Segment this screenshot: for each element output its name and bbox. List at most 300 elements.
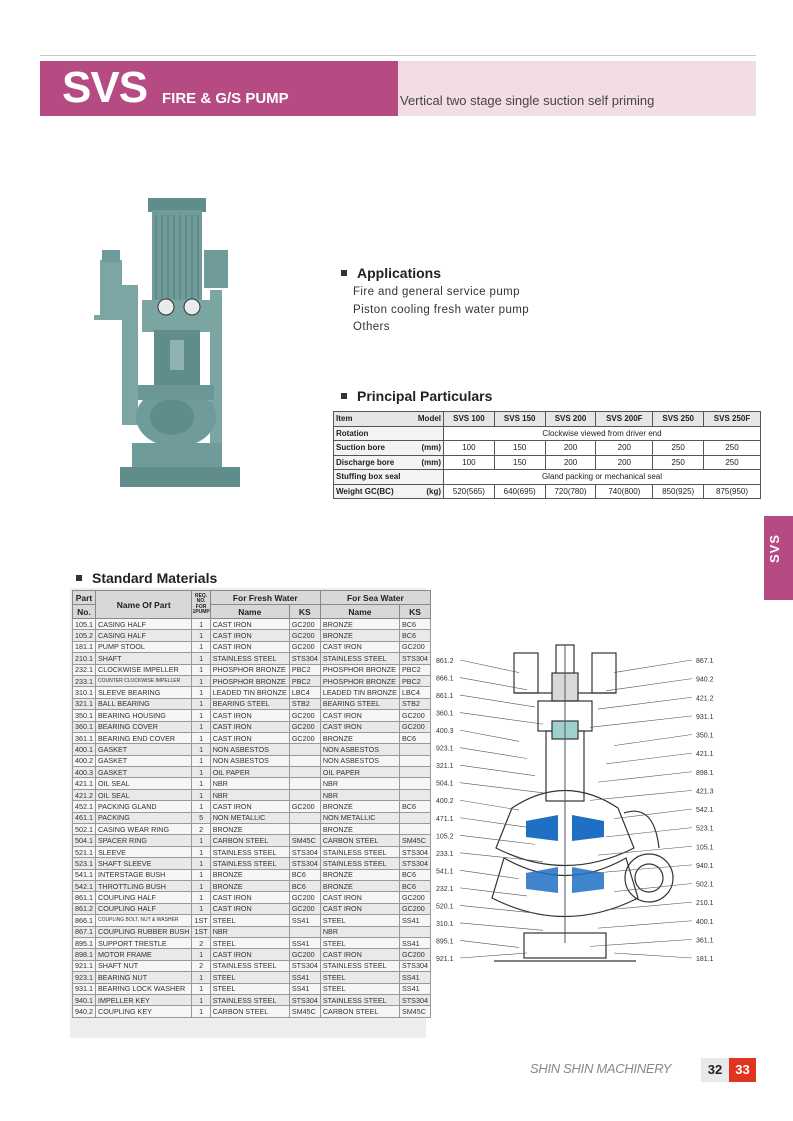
bullet-square-icon <box>76 575 82 581</box>
table-cell: STS304 <box>399 846 430 857</box>
table-cell <box>399 767 430 778</box>
table-cell: 1 <box>192 664 210 675</box>
leader-line <box>590 716 692 727</box>
table-cell: STAINLESS STEEL <box>210 653 289 664</box>
table-cell: STAINLESS STEEL <box>320 960 399 971</box>
table-cell: INTERSTAGE BUSH <box>96 869 192 880</box>
table-cell: STAINLESS STEEL <box>210 994 289 1005</box>
table-cell: PHOSPHOR BRONZE <box>320 664 399 675</box>
part-callout-label: 361.1 <box>696 937 714 945</box>
table-cell: BEARING STEEL <box>210 698 289 709</box>
table-cell: GASKET <box>96 767 192 778</box>
leader-line <box>598 697 692 709</box>
part-callout-label: 105.2 <box>436 833 454 841</box>
materials-body <box>73 619 431 1018</box>
model-header: SVS 200 <box>545 412 596 427</box>
table-cell: GC200 <box>289 641 320 652</box>
table-cell: 452.1 <box>73 801 96 812</box>
table-cell: NON ASBESTOS <box>320 744 399 755</box>
table-row <box>73 846 431 857</box>
table-cell: BEARING STEEL <box>320 698 399 709</box>
table-cell: COUPLING BOLT, NUT & WASHER <box>96 915 192 926</box>
application-item: Fire and general service pump <box>353 286 520 298</box>
table-cell: 866.1 <box>73 915 96 926</box>
table-cell: NON ASBESTOS <box>210 755 289 766</box>
table-cell: 461.1 <box>73 812 96 823</box>
part-callout-label: 931.1 <box>696 713 714 721</box>
header-title-block <box>40 61 398 116</box>
table-cell: 940.1 <box>73 994 96 1005</box>
table-cell: 861.2 <box>73 903 96 914</box>
table-cell: STEEL <box>320 972 399 983</box>
table-cell: STS304 <box>289 858 320 869</box>
table-cell: 1 <box>192 972 210 983</box>
table-cell: STS304 <box>399 858 430 869</box>
part-callout-label: 421.1 <box>696 751 714 759</box>
page-header <box>40 61 756 116</box>
table-cell: GC200 <box>289 619 320 630</box>
part-callout-label: 181.1 <box>696 956 714 963</box>
table-cell: PBC2 <box>399 675 430 686</box>
table-cell: NBR <box>210 778 289 789</box>
table-cell: STAINLESS STEEL <box>320 994 399 1005</box>
table-cell: STEEL <box>320 983 399 994</box>
part-callout-label: 866.1 <box>436 675 454 683</box>
particulars-row <box>334 470 761 485</box>
req-no-header: REQ. NO. FOR 1PUMP <box>192 591 210 619</box>
model-header: SVS 250F <box>704 412 761 427</box>
table-cell: COUPLING KEY <box>96 1006 192 1017</box>
part-callout-label: 210.1 <box>696 900 714 908</box>
leader-line <box>460 713 543 725</box>
leader-line <box>460 853 543 862</box>
leader-line <box>614 809 692 819</box>
table-cell <box>289 789 320 800</box>
cell: 200 <box>596 441 653 456</box>
table-cell: BEARING NUT <box>96 972 192 983</box>
table-cell: CAST IRON <box>210 710 289 721</box>
table-cell: SM45C <box>399 835 430 846</box>
part-callout-label: 360.1 <box>436 710 454 718</box>
table-cell: 1 <box>192 892 210 903</box>
table-row <box>73 732 431 743</box>
table-cell: SS41 <box>289 983 320 994</box>
table-cell: CAST IRON <box>210 721 289 732</box>
table-cell: STS304 <box>289 960 320 971</box>
table-cell: CAST IRON <box>210 903 289 914</box>
materials-heading: Standard Materials <box>76 570 217 586</box>
table-cell: SLEEVE <box>96 846 192 857</box>
table-cell: 1 <box>192 619 210 630</box>
table-cell: 1 <box>192 869 210 880</box>
table-row <box>73 972 431 983</box>
table-cell: CAST IRON <box>320 892 399 903</box>
table-row <box>73 687 431 698</box>
table-cell: PACKING <box>96 812 192 823</box>
table-cell: CAST IRON <box>210 892 289 903</box>
table-cell: COUPLING HALF <box>96 903 192 914</box>
table-cell: IMPELLER KEY <box>96 994 192 1005</box>
table-cell: STB2 <box>289 698 320 709</box>
table-cell <box>289 778 320 789</box>
leader-line <box>606 828 692 837</box>
table-row <box>73 983 431 994</box>
table-cell: SM45C <box>289 1006 320 1017</box>
table-cell: 523.1 <box>73 858 96 869</box>
table-cell: 1 <box>192 903 210 914</box>
table-cell: CAST IRON <box>210 801 289 812</box>
table-cell: 1 <box>192 789 210 800</box>
table-row <box>73 789 431 800</box>
table-row <box>73 710 431 721</box>
table-cell: SS41 <box>399 983 430 994</box>
table-row <box>73 619 431 630</box>
leader-line <box>590 939 692 946</box>
table-row <box>73 960 431 971</box>
table-cell <box>399 755 430 766</box>
table-cell: 5 <box>192 812 210 823</box>
table-row <box>73 721 431 732</box>
table-cell: 105.2 <box>73 630 96 641</box>
table-cell: NBR <box>320 778 399 789</box>
table-cell: BC6 <box>399 732 430 743</box>
table-cell: GC200 <box>399 949 430 960</box>
table-cell: STEEL <box>320 915 399 926</box>
table-cell: PACKING GLAND <box>96 801 192 812</box>
leader-line <box>460 818 527 827</box>
name-of-part-header: Name Of Part <box>96 591 192 619</box>
table-cell: OIL PAPER <box>320 767 399 778</box>
footer-brand: SHIN SHIN MACHINERY <box>530 1061 672 1076</box>
table-cell: GASKET <box>96 744 192 755</box>
table-cell <box>289 824 320 835</box>
table-row <box>73 869 431 880</box>
part-callout-label: 861.1 <box>436 693 454 701</box>
table-cell: 521.1 <box>73 846 96 857</box>
item-model-header: Item Model <box>334 412 444 427</box>
cell: 520(565) <box>444 484 495 499</box>
table-row <box>73 675 431 686</box>
table-cell: SHAFT SLEEVE <box>96 858 192 869</box>
table-cell <box>289 767 320 778</box>
applications-heading: Applications <box>341 265 441 281</box>
table-cell: BC6 <box>399 630 430 641</box>
table-cell: LEADED TIN BRONZE <box>320 687 399 698</box>
table-cell: CASING HALF <box>96 619 192 630</box>
model-header: SVS 100 <box>444 412 495 427</box>
cell: 640(695) <box>494 484 545 499</box>
table-cell: GC200 <box>289 949 320 960</box>
table-cell: BEARING HOUSING <box>96 710 192 721</box>
leader-line <box>614 953 692 958</box>
particulars-row <box>334 455 761 470</box>
applications-list <box>353 284 529 337</box>
table-cell: CASING WEAR RING <box>96 824 192 835</box>
table-cell: NBR <box>320 926 399 937</box>
table-cell: SHAFT NUT <box>96 960 192 971</box>
table-cell: BRONZE <box>210 824 289 835</box>
no-header: No. <box>73 605 96 619</box>
leader-line <box>606 679 692 691</box>
row-label: Weight GC(BC) (kg) <box>334 484 444 499</box>
table-row <box>73 778 431 789</box>
table-cell: BEARING LOCK WASHER <box>96 983 192 994</box>
table-cell: THROTTLING BUSH <box>96 880 192 891</box>
table-cell: 1 <box>192 744 210 755</box>
table-cell: 895.1 <box>73 937 96 948</box>
table-row <box>73 755 431 766</box>
sea-name-header: Name <box>320 605 399 619</box>
table-cell: 502.1 <box>73 824 96 835</box>
application-item: Piston cooling fresh water pump <box>353 303 530 316</box>
table-cell: CARBON STEEL <box>320 1006 399 1017</box>
table-cell: STS304 <box>399 653 430 664</box>
table-cell: STS304 <box>399 994 430 1005</box>
table-cell: SS41 <box>399 937 430 948</box>
table-row <box>73 653 431 664</box>
table-cell <box>399 789 430 800</box>
table-cell: 1 <box>192 1006 210 1017</box>
table-cell: 1ST <box>192 915 210 926</box>
table-row <box>73 903 431 914</box>
table-cell: PHOSPHOR BRONZE <box>320 675 399 686</box>
table-cell: NON ASBESTOS <box>320 755 399 766</box>
model-header: SVS 250 <box>653 412 704 427</box>
table-cell: NON METALLIC <box>210 812 289 823</box>
table-cell: STS304 <box>289 994 320 1005</box>
table-cell: 360.1 <box>73 721 96 732</box>
table-cell: STAINLESS STEEL <box>210 960 289 971</box>
part-callout-label: 895.1 <box>436 938 454 946</box>
table-cell: 350.1 <box>73 710 96 721</box>
table-cell: GC200 <box>289 732 320 743</box>
table-cell: CAST IRON <box>320 949 399 960</box>
table-cell: STS304 <box>289 846 320 857</box>
table-cell: MOTOR FRAME <box>96 949 192 960</box>
table-cell: 861.1 <box>73 892 96 903</box>
table-cell: BRONZE <box>320 801 399 812</box>
table-cell <box>399 744 430 755</box>
table-cell <box>289 755 320 766</box>
page-number-right: 33 <box>729 1058 756 1082</box>
table-cell: STEEL <box>210 983 289 994</box>
application-item: Others <box>353 321 390 333</box>
fresh-ks-header: KS <box>289 605 320 619</box>
table-cell: SS41 <box>399 972 430 983</box>
table-cell: 923.1 <box>73 972 96 983</box>
leader-line <box>460 940 519 947</box>
table-cell: 1 <box>192 767 210 778</box>
table-cell: GC200 <box>289 892 320 903</box>
table-cell: 542.1 <box>73 880 96 891</box>
part-callout-label: 321.1 <box>436 763 454 771</box>
header-subtitle-block <box>398 61 756 116</box>
part-callout-label: 504.1 <box>436 780 454 788</box>
table-cell: 1 <box>192 858 210 869</box>
table-cell <box>399 812 430 823</box>
table-row <box>73 892 431 903</box>
table-cell: 210.1 <box>73 653 96 664</box>
table-row <box>73 801 431 812</box>
row-label: Suction bore (mm) <box>334 441 444 456</box>
row-label: Discharge bore (mm) <box>334 455 444 470</box>
leader-line <box>460 695 535 707</box>
table-cell: GC200 <box>289 630 320 641</box>
table-cell <box>289 744 320 755</box>
diagram-drawing <box>492 645 673 961</box>
leader-line <box>460 905 535 913</box>
table-cell: SPACER RING <box>96 835 192 846</box>
row-label: Stuffing box seal <box>334 470 444 485</box>
part-callout-label: 867.1 <box>696 658 714 665</box>
table-cell: 1 <box>192 687 210 698</box>
leader-line <box>614 735 692 746</box>
cell: 200 <box>596 455 653 470</box>
table-cell <box>399 926 430 937</box>
cell: 850(925) <box>653 484 704 499</box>
table-cell: 400.1 <box>73 744 96 755</box>
part-callout-label: 421.2 <box>696 695 714 703</box>
fresh-water-header: For Fresh Water <box>210 591 320 605</box>
leader-line <box>460 923 543 930</box>
table-cell: COUPLING HALF <box>96 892 192 903</box>
table-cell: BRONZE <box>320 630 399 641</box>
part-callout-label: 233.1 <box>436 850 454 858</box>
table-cell: GC200 <box>399 641 430 652</box>
table-cell: STAINLESS STEEL <box>320 653 399 664</box>
bullet-square-icon <box>341 270 347 276</box>
leader-line <box>606 753 692 764</box>
table-row <box>73 812 431 823</box>
leader-line <box>460 765 535 775</box>
table-cell: 1 <box>192 630 210 641</box>
table-cell: STAINLESS STEEL <box>320 846 399 857</box>
table-cell: 1 <box>192 846 210 857</box>
table-row <box>73 767 431 778</box>
table-cell: 1 <box>192 949 210 960</box>
table-cell: 310.1 <box>73 687 96 698</box>
table-cell: BRONZE <box>320 880 399 891</box>
table-cell: BC6 <box>399 619 430 630</box>
table-cell: 2 <box>192 824 210 835</box>
table-cell: BRONZE <box>210 880 289 891</box>
part-callout-label: 520.1 <box>436 903 454 911</box>
sea-water-header: For Sea Water <box>320 591 430 605</box>
cell: 720(780) <box>545 484 596 499</box>
table-cell: PUMP STOOL <box>96 641 192 652</box>
table-cell: COUNTER CLOCKWISE IMPELLER <box>96 675 192 686</box>
particulars-header-row <box>334 412 761 427</box>
table-cell: 321.1 <box>73 698 96 709</box>
table-cell: CAST IRON <box>320 641 399 652</box>
product-subtitle: Vertical two stage single suction self priming <box>400 93 655 108</box>
table-cell: PBC2 <box>289 664 320 675</box>
leader-line <box>460 748 527 759</box>
part-header: Part <box>73 591 96 605</box>
table-cell: BEARING END COVER <box>96 732 192 743</box>
table-row <box>73 915 431 926</box>
table-cell: OIL SEAL <box>96 778 192 789</box>
table-cell: CARBON STEEL <box>320 835 399 846</box>
top-rule <box>40 55 756 56</box>
page-number-left: 32 <box>701 1058 729 1082</box>
part-callout-label: 861.2 <box>436 658 454 665</box>
leader-line <box>460 870 519 878</box>
table-cell: STAINLESS STEEL <box>320 858 399 869</box>
table-cell: 181.1 <box>73 641 96 652</box>
particulars-row <box>334 484 761 499</box>
leader-line <box>598 921 692 928</box>
table-row <box>73 630 431 641</box>
table-cell: 361.1 <box>73 732 96 743</box>
leader-line <box>460 800 519 810</box>
table-cell: BC6 <box>289 880 320 891</box>
table-cell: 1 <box>192 755 210 766</box>
table-cell: STB2 <box>399 698 430 709</box>
cell: 740(800) <box>596 484 653 499</box>
table-cell: STS304 <box>289 653 320 664</box>
table-cell: SS41 <box>289 972 320 983</box>
table-row <box>73 824 431 835</box>
table-cell: NBR <box>210 789 289 800</box>
table-cell: SS41 <box>289 937 320 948</box>
cell: 250 <box>653 455 704 470</box>
table-cell: 921.1 <box>73 960 96 971</box>
table-cell: GC200 <box>399 903 430 914</box>
materials-table <box>72 590 431 1018</box>
table-cell: LBC4 <box>289 687 320 698</box>
part-callout-label: 898.1 <box>696 769 714 777</box>
table-cell: LBC4 <box>399 687 430 698</box>
table-cell: BALL BEARING <box>96 698 192 709</box>
table-cell: GC200 <box>399 710 430 721</box>
table-cell: GASKET <box>96 755 192 766</box>
pump-section-diagram <box>434 643 724 973</box>
table-cell: SS41 <box>399 915 430 926</box>
table-cell: SM45C <box>399 1006 430 1017</box>
row-span-value: Clockwise viewed from driver end <box>444 426 761 441</box>
table-cell: BC6 <box>399 880 430 891</box>
row-label: Rotation <box>334 426 444 441</box>
fresh-name-header: Name <box>210 605 289 619</box>
leader-line <box>590 790 692 800</box>
table-cell: 1 <box>192 835 210 846</box>
part-callout-label: 400.3 <box>436 728 454 736</box>
leader-line <box>460 730 519 741</box>
table-cell: 400.2 <box>73 755 96 766</box>
diagram-labels-right <box>590 658 714 963</box>
table-cell: BC6 <box>399 869 430 880</box>
table-cell <box>399 824 430 835</box>
part-callout-label: 421.3 <box>696 788 714 796</box>
table-cell: BEARING COVER <box>96 721 192 732</box>
part-callout-label: 541.1 <box>436 868 454 876</box>
part-callout-label: 232.1 <box>436 885 454 893</box>
table-cell: STAINLESS STEEL <box>210 846 289 857</box>
table-cell: 1 <box>192 641 210 652</box>
table-cell: GC200 <box>289 721 320 732</box>
table-cell: 1 <box>192 675 210 686</box>
table-cell: CLOCKWISE IMPELLER <box>96 664 192 675</box>
table-cell: 867.1 <box>73 926 96 937</box>
diagram-labels-left <box>436 658 543 963</box>
table-cell: STEEL <box>210 915 289 926</box>
part-callout-label: 350.1 <box>696 732 714 740</box>
table-cell: CAST IRON <box>320 903 399 914</box>
table-cell: 232.1 <box>73 664 96 675</box>
leader-line <box>460 660 519 673</box>
table-cell <box>289 812 320 823</box>
